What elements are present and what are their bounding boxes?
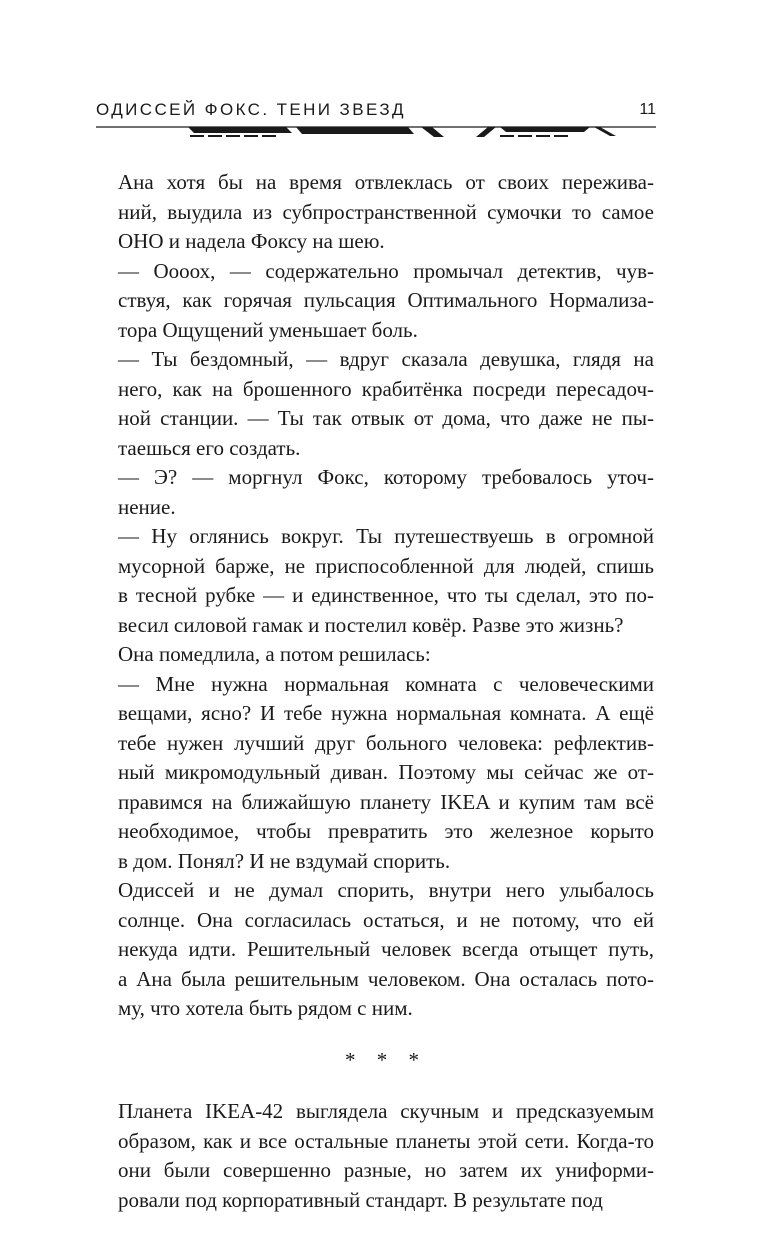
text-line: ний, выудила из субпространственной сумочки то самое [118, 199, 654, 224]
book-title: ОДИССЕЙ ФОКС. ТЕНИ ЗВЕЗД [96, 100, 406, 119]
paragraph [118, 1097, 654, 1215]
paragraph [118, 463, 654, 522]
text-line: — Оооох, — содержательно промычал детектив, чув- [118, 258, 654, 283]
text-line: тора Ощущений уменьшает боль. [118, 317, 418, 342]
text-line: мусорной барже, не приспособленной для людей, спишь [118, 553, 654, 578]
text-line: в дом. Понял? И не вздумай спорить. [118, 848, 451, 873]
text-line: а Ана была решительным человеком. Она осталась пото- [118, 966, 654, 991]
section-break: * * * [345, 1047, 427, 1072]
text-line: него, как на брошенного крабитёнка посреди пересадоч- [118, 376, 654, 401]
decorative-header-rule [96, 124, 656, 140]
text-line: ровали под корпоративный стандарт. В результате под [118, 1187, 603, 1212]
text-line: Планета IKEA-42 выглядела скучным и предсказуемым [118, 1099, 654, 1123]
paragraph [118, 876, 654, 1024]
text-line: они были совершенно разные, но затем их униформи- [118, 1158, 654, 1182]
text-line: Одиссей и не думал спорить, внутри него улыбалось [118, 878, 654, 902]
paragraph [118, 522, 654, 640]
text-line: вещами, ясно? И тебе нужна нормальная комната. А ещё [118, 701, 654, 725]
paragraph [118, 257, 654, 346]
running-header [96, 100, 656, 120]
paragraph [118, 345, 654, 463]
text-line: Ана хотя бы на время отвлеклась от своих пережива- [118, 170, 654, 194]
paragraph [118, 670, 654, 877]
page-number: 11 [639, 101, 656, 118]
paragraphs-after-break [118, 1097, 654, 1215]
text-line: некуда идти. Решительный человек всегда отыщет путь, [118, 937, 654, 961]
text-line: солнце. Она согласилась остаться, и не потому, что ей [118, 907, 654, 932]
text-line: — Ты бездомный, — вдруг сказала девушка, глядя на [118, 347, 654, 371]
paragraphs-before-break [118, 168, 654, 1024]
text-line: правимся на ближайшую планету IKEA и купим там всё [118, 789, 654, 814]
text-line: ный микромодульный диван. Поэтому мы сейчас же от- [118, 760, 654, 784]
text-line: — Мне нужна нормальная комната с человеческими [118, 671, 654, 696]
text-line: ОНО и надела Фоксу на шею. [118, 229, 385, 253]
text-line: нение. [118, 494, 176, 519]
text-line: таешься его создать. [118, 435, 301, 460]
text-line: образом, как и все остальные планеты этой сети. Когда-то [118, 1128, 654, 1153]
text-line: — Э? — моргнул Фокс, которому требовалось уточ- [118, 465, 654, 489]
text-line: — Ну оглянись вокруг. Ты путешествуешь в огромной [118, 524, 654, 548]
text-line: необходимое, чтобы превратить это железное корыто [118, 819, 654, 843]
paragraph [118, 168, 654, 257]
text-line: в тесной рубке — и единственное, что ты сделал, это по- [118, 583, 654, 607]
text-line: ной станции. — Ты так отвык от дома, что даже не пы- [118, 406, 654, 430]
paragraph [118, 640, 654, 670]
text-line: Она помедлила, а потом решилась: [118, 642, 431, 666]
text-line: тебе нужен лучший друг больного человека: рефлектив- [118, 730, 654, 755]
text-line: весил силовой гамак и постелил ковёр. Разве это жизнь? [118, 612, 624, 637]
text-line: му, что хотела быть рядом с ним. [118, 996, 413, 1020]
body-text [118, 168, 654, 1215]
text-line: ствуя, как горячая пульсация Оптимального Нормализа- [118, 288, 654, 312]
